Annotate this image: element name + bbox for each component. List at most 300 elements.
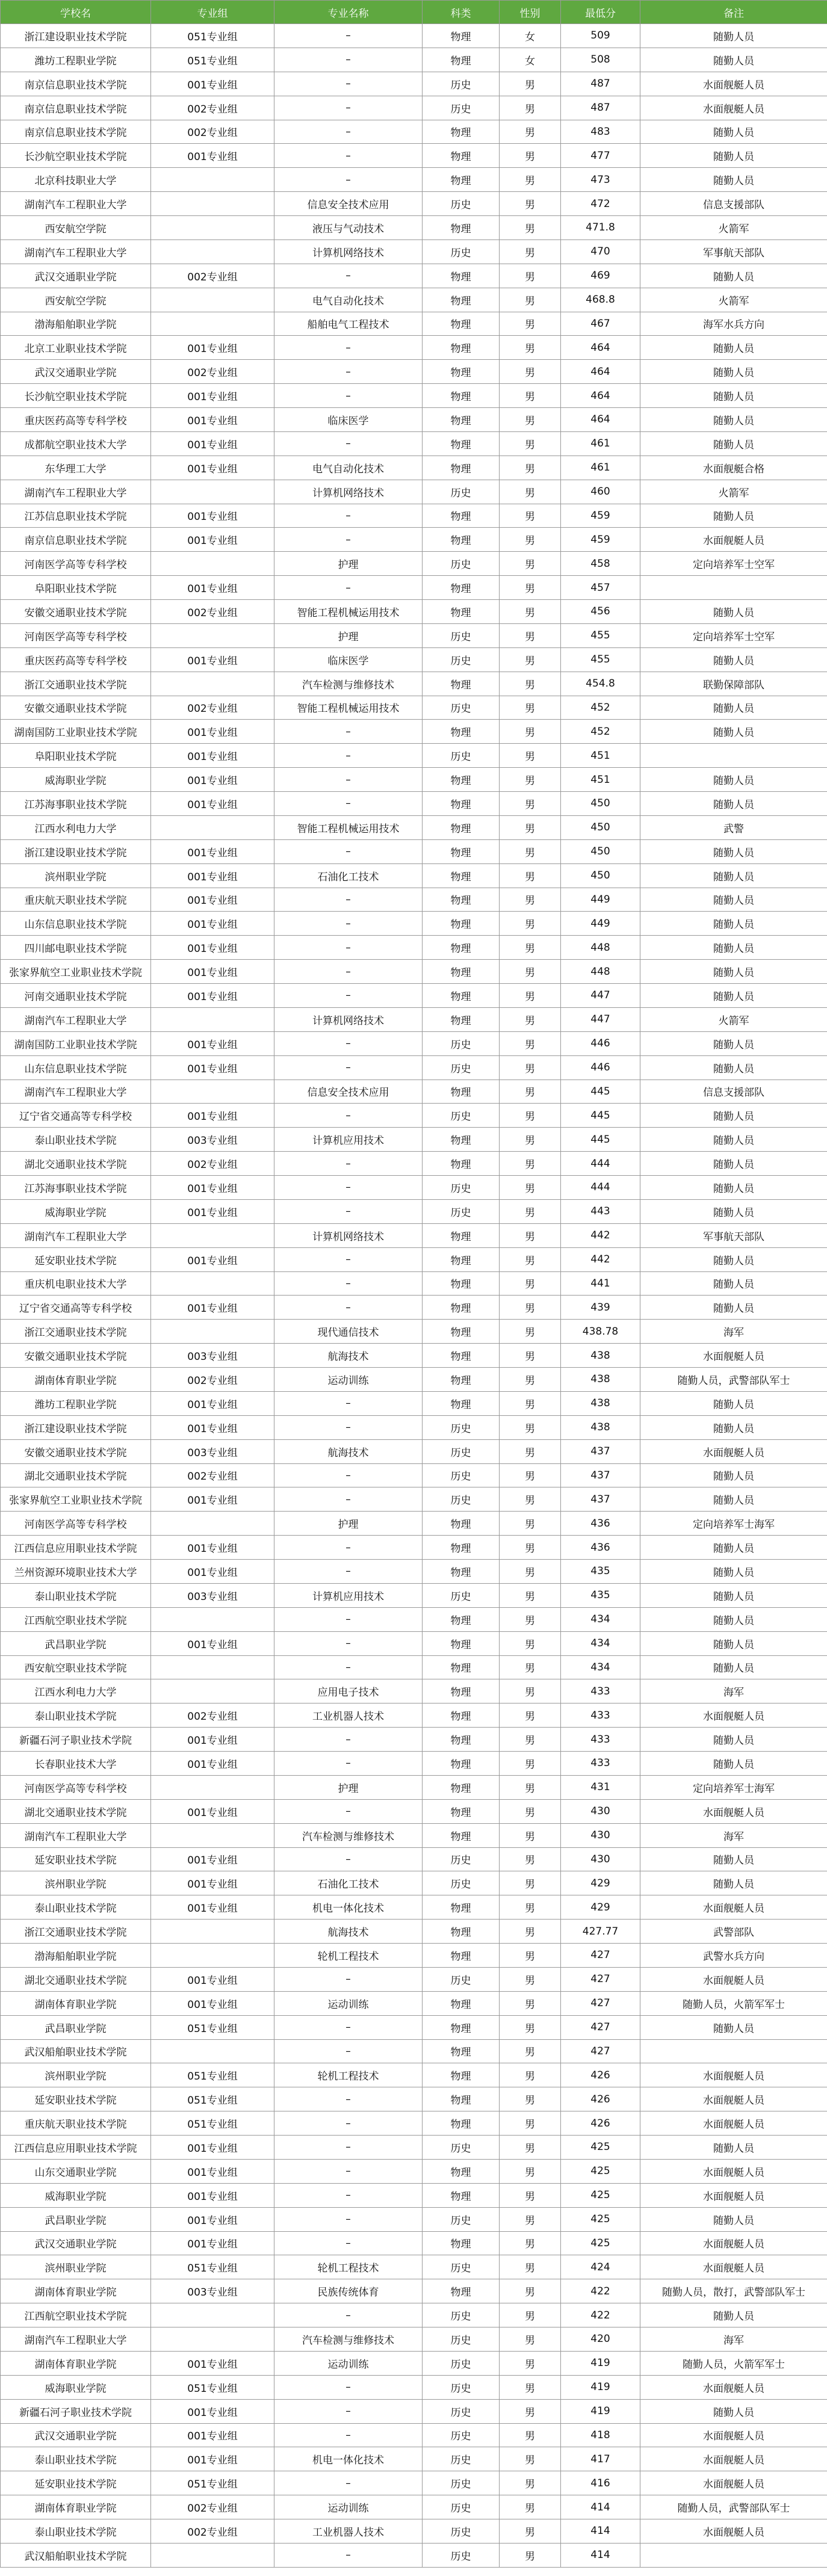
school-cell: 湖北交通职业技术学院	[1, 1463, 151, 1487]
subject-cell: 物理	[423, 1344, 500, 1368]
major-cell: 机电一体化技术	[274, 2447, 423, 2471]
subject-cell: 物理	[423, 912, 500, 936]
table-row	[1, 264, 827, 288]
remark-cell: 武警	[640, 815, 827, 839]
group-cell: 001专业组	[151, 1415, 274, 1439]
school-cell: 延安职业技术学院	[1, 2471, 151, 2495]
major-cell: –	[274, 1104, 423, 1128]
major-cell: 智能工程机械运用技术	[274, 815, 423, 839]
remark-cell: 随勤人员	[640, 792, 827, 816]
major-cell: 运动训练	[274, 1991, 423, 2015]
group-cell: 003专业组	[151, 2279, 274, 2303]
school-cell: 武昌职业学院	[1, 1631, 151, 1655]
group-cell: 001专业组	[151, 1031, 274, 1055]
remark-cell: 随勤人员	[640, 1607, 827, 1631]
school-cell: 湖南体育职业学院	[1, 2351, 151, 2375]
school-cell: 长春职业技术大学	[1, 1752, 151, 1776]
table-row	[1, 2231, 827, 2255]
remark-cell: 随勤人员	[640, 336, 827, 360]
major-cell: 现代通信技术	[274, 1320, 423, 1344]
major-cell: 护理	[274, 1512, 423, 1536]
subject-cell: 物理	[423, 431, 500, 456]
major-cell: –	[274, 528, 423, 552]
subject-cell: 物理	[423, 1536, 500, 1560]
subject-cell: 物理	[423, 2231, 500, 2255]
min-score-cell: 446	[561, 1031, 640, 1055]
major-cell: 电气自动化技术	[274, 456, 423, 480]
min-score-cell: 425	[561, 2136, 640, 2160]
remark-cell: 随勤人员	[640, 1104, 827, 1128]
subject-cell: 历史	[423, 192, 500, 216]
school-cell: 渤海船舶职业学院	[1, 1944, 151, 1968]
group-cell: 001专业组	[151, 2231, 274, 2255]
min-score-cell: 437	[561, 1487, 640, 1512]
table-row	[1, 1152, 827, 1176]
table-row	[1, 288, 827, 312]
group-cell: 051专业组	[151, 2471, 274, 2495]
gender-cell: 男	[500, 2447, 561, 2471]
school-cell: 江西信息应用职业技术学院	[1, 2136, 151, 2160]
gender-cell: 男	[500, 839, 561, 863]
table-row	[1, 2543, 827, 2567]
subject-cell: 物理	[423, 2039, 500, 2063]
gender-cell: 男	[500, 1296, 561, 1320]
table-row	[1, 1320, 827, 1344]
subject-cell: 物理	[423, 936, 500, 960]
remark-cell: 随勤人员	[640, 144, 827, 168]
major-cell: –	[274, 1631, 423, 1655]
remark-cell: 信息支援部队	[640, 1080, 827, 1104]
remark-cell: 水面舰艇人员	[640, 2255, 827, 2279]
gender-cell: 男	[500, 1055, 561, 1080]
min-score-cell: 444	[561, 1176, 640, 1200]
school-cell: 江西水利电力大学	[1, 1679, 151, 1703]
group-cell: 001专业组	[151, 1391, 274, 1415]
group-cell: 002专业组	[151, 1368, 274, 1392]
school-cell: 武汉交通职业学院	[1, 2423, 151, 2447]
table-row	[1, 839, 827, 863]
min-score-cell: 433	[561, 1728, 640, 1752]
major-cell: 汽车检测与维修技术	[274, 672, 423, 696]
school-cell: 湖南汽车工程职业大学	[1, 1223, 151, 1247]
subject-cell: 历史	[423, 1871, 500, 1895]
subject-cell: 历史	[423, 1967, 500, 1991]
gender-cell: 男	[500, 696, 561, 720]
school-cell: 武汉交通职业学院	[1, 2231, 151, 2255]
remark-cell: 随勤人员	[640, 888, 827, 912]
table-row	[1, 480, 827, 504]
table-row	[1, 1728, 827, 1752]
group-cell: 001专业组	[151, 2136, 274, 2160]
min-score-cell: 447	[561, 984, 640, 1008]
gender-cell: 男	[500, 1752, 561, 1776]
subject-cell: 物理	[423, 1895, 500, 1920]
remark-cell: 随勤人员	[640, 1296, 827, 1320]
group-cell: 001专业组	[151, 888, 274, 912]
subject-cell: 物理	[423, 792, 500, 816]
table-row	[1, 1296, 827, 1320]
group-cell	[151, 2543, 274, 2567]
gender-cell: 男	[500, 1967, 561, 1991]
gender-cell: 男	[500, 1655, 561, 1679]
major-cell: –	[274, 1536, 423, 1560]
remark-cell: 火箭军	[640, 216, 827, 240]
min-score-cell: 433	[561, 1752, 640, 1776]
subject-cell: 物理	[423, 720, 500, 744]
min-score-cell: 450	[561, 792, 640, 816]
group-cell: 001专业组	[151, 1104, 274, 1128]
group-cell: 001专业组	[151, 1895, 274, 1920]
remark-cell: 随勤人员，武警部队军士	[640, 1368, 827, 1392]
group-cell	[151, 623, 274, 647]
major-cell: –	[274, 2375, 423, 2399]
min-score-cell: 424	[561, 2255, 640, 2279]
major-cell: –	[274, 1655, 423, 1679]
remark-cell: 随勤人员	[640, 24, 827, 48]
major-cell: 智能工程机械运用技术	[274, 600, 423, 624]
remark-cell: 随勤人员	[640, 696, 827, 720]
table-row	[1, 2063, 827, 2087]
subject-cell: 物理	[423, 1920, 500, 1944]
school-cell: 四川邮电职业技术学院	[1, 936, 151, 960]
major-cell: –	[274, 384, 423, 408]
table-row	[1, 2087, 827, 2111]
group-cell	[151, 552, 274, 576]
gender-cell: 男	[500, 96, 561, 120]
major-cell: –	[274, 24, 423, 48]
table-row	[1, 1439, 827, 1463]
gender-cell: 男	[500, 192, 561, 216]
table-row	[1, 1199, 827, 1223]
group-cell: 001专业组	[151, 504, 274, 528]
min-score-cell: 438	[561, 1415, 640, 1439]
group-cell: 001专业组	[151, 744, 274, 768]
subject-cell: 物理	[423, 960, 500, 984]
min-score-cell: 464	[561, 384, 640, 408]
school-cell: 长沙航空职业技术学院	[1, 144, 151, 168]
table-row	[1, 1344, 827, 1368]
gender-cell: 男	[500, 936, 561, 960]
table-row	[1, 1176, 827, 1200]
remark-cell: 随勤人员	[640, 408, 827, 432]
table-row	[1, 912, 827, 936]
gender-cell: 男	[500, 2495, 561, 2519]
gender-cell: 男	[500, 431, 561, 456]
subject-cell: 物理	[423, 2015, 500, 2039]
remark-cell: 随勤人员，散打，武警部队军士	[640, 2279, 827, 2303]
school-cell: 泰山职业技术学院	[1, 1895, 151, 1920]
header-group: 专业组	[151, 1, 274, 24]
school-cell: 泰山职业技术学院	[1, 1128, 151, 1152]
major-cell: –	[274, 1055, 423, 1080]
gender-cell: 男	[500, 1271, 561, 1296]
min-score-cell: 425	[561, 2183, 640, 2207]
gender-cell: 男	[500, 1128, 561, 1152]
major-cell: –	[274, 1607, 423, 1631]
table-row	[1, 936, 827, 960]
remark-cell: 随勤人员	[640, 431, 827, 456]
gender-cell: 男	[500, 360, 561, 384]
subject-cell: 物理	[423, 1223, 500, 1247]
remark-cell: 随勤人员	[640, 1271, 827, 1296]
subject-cell: 物理	[423, 672, 500, 696]
subject-cell: 历史	[423, 239, 500, 264]
gender-cell: 男	[500, 623, 561, 647]
major-cell: –	[274, 2111, 423, 2136]
group-cell: 001专业组	[151, 647, 274, 672]
remark-cell: 武警部队	[640, 1920, 827, 1944]
gender-cell: 男	[500, 984, 561, 1008]
table-row	[1, 2279, 827, 2303]
school-cell: 延安职业技术学院	[1, 1247, 151, 1271]
subject-cell: 历史	[423, 1463, 500, 1487]
remark-cell: 随勤人员	[640, 1176, 827, 1200]
min-score-cell: 444	[561, 1152, 640, 1176]
major-cell: 信息安全技术应用	[274, 192, 423, 216]
subject-cell: 历史	[423, 2351, 500, 2375]
major-cell: –	[274, 1415, 423, 1439]
remark-cell: 火箭军	[640, 1007, 827, 1031]
min-score-cell: 434	[561, 1631, 640, 1655]
gender-cell: 男	[500, 1583, 561, 1607]
school-cell: 张家界航空工业职业技术学院	[1, 960, 151, 984]
school-cell: 湖南汽车工程职业大学	[1, 1823, 151, 1847]
table-row	[1, 623, 827, 647]
group-cell	[151, 1320, 274, 1344]
subject-cell: 物理	[423, 408, 500, 432]
remark-cell: 水面舰艇人员	[640, 1344, 827, 1368]
min-score-cell: 434	[561, 1655, 640, 1679]
min-score-cell: 426	[561, 2111, 640, 2136]
school-cell: 威海职业学院	[1, 2183, 151, 2207]
school-cell: 湖南国防工业职业技术学院	[1, 1031, 151, 1055]
gender-cell: 男	[500, 2087, 561, 2111]
remark-cell: 水面舰艇人员	[640, 1703, 827, 1728]
subject-cell: 物理	[423, 1128, 500, 1152]
major-cell: 计算机网络技术	[274, 239, 423, 264]
group-cell	[151, 2039, 274, 2063]
major-cell: 轮机工程技术	[274, 2255, 423, 2279]
table-row	[1, 1368, 827, 1392]
min-score-cell: 429	[561, 1895, 640, 1920]
table-row	[1, 1583, 827, 1607]
subject-cell: 物理	[423, 456, 500, 480]
gender-cell: 男	[500, 2039, 561, 2063]
subject-cell: 历史	[423, 1583, 500, 1607]
major-cell: 工业机器人技术	[274, 1703, 423, 1728]
group-cell	[151, 1080, 274, 1104]
min-score-cell: 508	[561, 48, 640, 72]
school-cell: 阜阳职业技术学院	[1, 576, 151, 600]
major-cell: 机电一体化技术	[274, 1895, 423, 1920]
major-cell: 航海技术	[274, 1344, 423, 1368]
school-cell: 武汉交通职业学院	[1, 360, 151, 384]
min-score-cell: 483	[561, 120, 640, 144]
subject-cell: 历史	[423, 647, 500, 672]
major-cell: 智能工程机械运用技术	[274, 696, 423, 720]
remark-cell: 军事航天部队	[640, 239, 827, 264]
min-score-cell: 427	[561, 1991, 640, 2015]
table-row	[1, 1055, 827, 1080]
table-row	[1, 2471, 827, 2495]
min-score-cell: 469	[561, 264, 640, 288]
school-cell: 滨州职业学院	[1, 1871, 151, 1895]
major-cell: 计算机网络技术	[274, 1007, 423, 1031]
remark-cell: 随勤人员	[640, 1031, 827, 1055]
school-cell: 湖南汽车工程职业大学	[1, 1007, 151, 1031]
min-score-cell: 419	[561, 2351, 640, 2375]
min-score-cell: 445	[561, 1080, 640, 1104]
table-row	[1, 144, 827, 168]
table-row	[1, 1463, 827, 1487]
school-cell: 湖南汽车工程职业大学	[1, 192, 151, 216]
major-cell: 运动训练	[274, 2495, 423, 2519]
gender-cell: 男	[500, 1439, 561, 1463]
gender-cell: 男	[500, 264, 561, 288]
group-cell: 051专业组	[151, 2375, 274, 2399]
table-row	[1, 1871, 827, 1895]
gender-cell: 男	[500, 1391, 561, 1415]
school-cell: 阜阳职业技术学院	[1, 744, 151, 768]
group-cell: 051专业组	[151, 2063, 274, 2087]
school-cell: 安徽交通职业技术学院	[1, 696, 151, 720]
subject-cell: 物理	[423, 1512, 500, 1536]
major-cell: –	[274, 1463, 423, 1487]
table-row	[1, 672, 827, 696]
remark-cell: 随勤人员	[640, 1728, 827, 1752]
gender-cell: 男	[500, 456, 561, 480]
remark-cell: 随勤人员	[640, 960, 827, 984]
major-cell: –	[274, 1031, 423, 1055]
gender-cell: 男	[500, 336, 561, 360]
gender-cell: 男	[500, 2519, 561, 2544]
table-row	[1, 1536, 827, 1560]
major-cell: –	[274, 1487, 423, 1512]
school-cell: 北京工业职业技术学院	[1, 336, 151, 360]
gender-cell: 男	[500, 2255, 561, 2279]
min-score-cell: 471.8	[561, 216, 640, 240]
major-cell: –	[274, 1296, 423, 1320]
min-score-cell: 450	[561, 839, 640, 863]
gender-cell: 男	[500, 1631, 561, 1655]
group-cell: 001专业组	[151, 144, 274, 168]
table-row	[1, 1655, 827, 1679]
table-row	[1, 1752, 827, 1776]
remark-cell: 随勤人员，火箭军军士	[640, 2351, 827, 2375]
group-cell: 051专业组	[151, 48, 274, 72]
gender-cell: 男	[500, 144, 561, 168]
major-cell: 信息安全技术应用	[274, 1080, 423, 1104]
school-cell: 泰山职业技术学院	[1, 1583, 151, 1607]
subject-cell: 物理	[423, 168, 500, 192]
table-row	[1, 168, 827, 192]
school-cell: 浙江建设职业技术学院	[1, 1415, 151, 1439]
major-cell: –	[274, 2543, 423, 2567]
subject-cell: 物理	[423, 1752, 500, 1776]
gender-cell: 男	[500, 2399, 561, 2423]
school-cell: 湖北交通职业技术学院	[1, 1967, 151, 1991]
group-cell	[151, 1944, 274, 1968]
min-score-cell: 460	[561, 480, 640, 504]
group-cell	[151, 672, 274, 696]
group-cell: 001专业组	[151, 528, 274, 552]
min-score-cell: 464	[561, 360, 640, 384]
remark-cell: 随勤人员，火箭军军士	[640, 1991, 827, 2015]
gender-cell: 男	[500, 888, 561, 912]
group-cell	[151, 239, 274, 264]
group-cell: 051专业组	[151, 2255, 274, 2279]
gender-cell: 男	[500, 2207, 561, 2231]
major-cell: –	[274, 888, 423, 912]
school-cell: 安徽交通职业技术学院	[1, 1439, 151, 1463]
school-cell: 南京信息职业技术学院	[1, 528, 151, 552]
remark-cell: 水面舰艇人员	[640, 2447, 827, 2471]
subject-cell: 历史	[423, 2375, 500, 2399]
subject-cell: 历史	[423, 72, 500, 96]
gender-cell: 男	[500, 1368, 561, 1392]
group-cell: 002专业组	[151, 600, 274, 624]
remark-cell: 水面舰艇人员	[640, 2423, 827, 2447]
remark-cell: 海军	[640, 1679, 827, 1703]
remark-cell: 水面舰艇人员	[640, 2087, 827, 2111]
table-row	[1, 2375, 827, 2399]
group-cell: 001专业组	[151, 431, 274, 456]
school-cell: 山东信息职业技术学院	[1, 1055, 151, 1080]
table-row	[1, 360, 827, 384]
school-cell: 滨州职业学院	[1, 863, 151, 888]
group-cell	[151, 1655, 274, 1679]
min-score-cell: 431	[561, 1775, 640, 1799]
school-cell: 辽宁省交通高等专科学校	[1, 1104, 151, 1128]
major-cell: 民族传统体育	[274, 2279, 423, 2303]
school-cell: 潍坊工程职业学院	[1, 1391, 151, 1415]
min-score-cell: 455	[561, 647, 640, 672]
school-cell: 浙江交通职业技术学院	[1, 672, 151, 696]
school-cell: 西安航空学院	[1, 288, 151, 312]
group-cell: 001专业组	[151, 912, 274, 936]
school-cell: 湖北交通职业技术学院	[1, 1152, 151, 1176]
min-score-cell: 442	[561, 1223, 640, 1247]
min-score-cell: 438	[561, 1391, 640, 1415]
school-cell: 东华理工大学	[1, 456, 151, 480]
gender-cell: 男	[500, 1199, 561, 1223]
school-cell: 威海职业学院	[1, 1199, 151, 1223]
min-score-cell: 437	[561, 1439, 640, 1463]
gender-cell: 男	[500, 1775, 561, 1799]
min-score-cell: 487	[561, 96, 640, 120]
min-score-cell: 425	[561, 2231, 640, 2255]
school-cell: 武昌职业学院	[1, 2015, 151, 2039]
school-cell: 南京信息职业技术学院	[1, 120, 151, 144]
major-cell: –	[274, 2183, 423, 2207]
group-cell: 002专业组	[151, 1463, 274, 1487]
remark-cell: 随勤人员	[640, 2207, 827, 2231]
table-row	[1, 1247, 827, 1271]
group-cell: 001专业组	[151, 1799, 274, 1823]
remark-cell: 随勤人员	[640, 647, 827, 672]
min-score-cell: 427	[561, 1944, 640, 1968]
subject-cell: 历史	[423, 1487, 500, 1512]
school-cell: 兰州资源环境职业技术大学	[1, 1560, 151, 1584]
major-cell: 临床医学	[274, 647, 423, 672]
gender-cell: 男	[500, 216, 561, 240]
group-cell: 003专业组	[151, 1128, 274, 1152]
gender-cell: 男	[500, 384, 561, 408]
subject-cell: 物理	[423, 216, 500, 240]
group-cell: 001专业组	[151, 1176, 274, 1200]
subject-cell: 物理	[423, 1007, 500, 1031]
gender-cell: 男	[500, 1176, 561, 1200]
